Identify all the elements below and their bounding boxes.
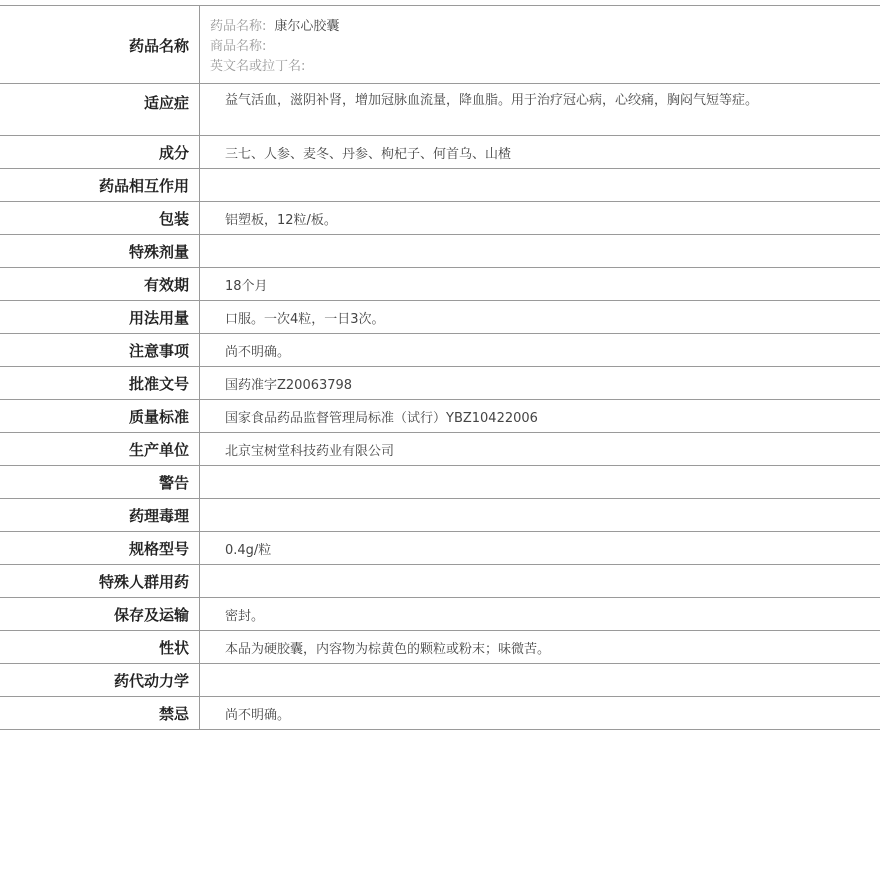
row-value: 益气活血，滋阴补肾，增加冠脉血流量，降血脂。用于治疗冠心病，心绞痛，胸闷气短等症。 bbox=[225, 93, 759, 108]
row-label: 药品名称 bbox=[0, 6, 200, 83]
row-label: 规格型号 bbox=[0, 532, 200, 564]
row-packaging bbox=[0, 202, 880, 235]
row-value bbox=[200, 169, 880, 201]
row-value bbox=[200, 499, 880, 531]
row-value: 国家食品药品监督管理局标准（试行）YBZ10422006 bbox=[225, 410, 538, 426]
row-shelf-life bbox=[0, 268, 880, 301]
row-usage-dosage bbox=[0, 301, 880, 334]
row-value: 口服。一次4粒，一日3次。 bbox=[225, 311, 385, 327]
row-value: 国药准字Z20063798 bbox=[225, 377, 353, 393]
row-value bbox=[200, 235, 880, 267]
row-label: 包装 bbox=[0, 202, 200, 234]
trade-name-key: 商品名称: bbox=[210, 39, 267, 54]
row-warning bbox=[0, 466, 880, 499]
row-value: 三七、人参、麦冬、丹参、枸杞子、何首乌、山楂 bbox=[225, 146, 512, 162]
row-label: 药代动力学 bbox=[0, 664, 200, 696]
row-label: 特殊人群用药 bbox=[0, 565, 200, 597]
row-label: 性状 bbox=[0, 631, 200, 663]
row-label: 注意事项 bbox=[0, 334, 200, 366]
row-special-populations bbox=[0, 565, 880, 598]
row-value bbox=[200, 466, 880, 498]
row-value: 18个月 bbox=[225, 278, 268, 294]
row-value: 0.4g/粒 bbox=[225, 542, 272, 558]
latin-name-line bbox=[210, 57, 313, 77]
row-label: 药品相互作用 bbox=[0, 169, 200, 201]
row-label: 批准文号 bbox=[0, 367, 200, 399]
row-value bbox=[200, 565, 880, 597]
drug-info-table bbox=[0, 5, 880, 730]
row-interactions bbox=[0, 169, 880, 202]
row-contraindications bbox=[0, 697, 880, 730]
row-precautions bbox=[0, 334, 880, 367]
row-label: 药理毒理 bbox=[0, 499, 200, 531]
row-label: 用法用量 bbox=[0, 301, 200, 333]
row-value: 密封。 bbox=[225, 608, 265, 624]
latin-name-key: 英文名或拉丁名: bbox=[210, 59, 306, 74]
generic-name-key: 药品名称: bbox=[210, 19, 267, 34]
row-storage-transport bbox=[0, 598, 880, 631]
trade-name-line bbox=[210, 37, 274, 57]
row-description bbox=[0, 631, 880, 664]
generic-name-value: 康尔心胶囊 bbox=[274, 19, 340, 34]
row-label: 有效期 bbox=[0, 268, 200, 300]
row-label: 特殊剂量 bbox=[0, 235, 200, 267]
row-drug-name bbox=[0, 6, 880, 84]
row-value: 尚不明确。 bbox=[225, 707, 291, 723]
row-label: 生产单位 bbox=[0, 433, 200, 465]
generic-name-line bbox=[210, 17, 339, 37]
row-value: 铝塑板，12粒/板。 bbox=[225, 212, 337, 228]
row-value: 北京宝树堂科技药业有限公司 bbox=[225, 443, 395, 459]
row-label: 适应症 bbox=[0, 84, 200, 135]
row-approval-number bbox=[0, 367, 880, 400]
row-specification bbox=[0, 532, 880, 565]
row-label: 成分 bbox=[0, 136, 200, 168]
row-value bbox=[200, 6, 880, 83]
row-special-dosage bbox=[0, 235, 880, 268]
row-ingredients bbox=[0, 136, 880, 169]
row-label: 禁忌 bbox=[0, 697, 200, 729]
row-label: 质量标准 bbox=[0, 400, 200, 432]
row-value bbox=[200, 664, 880, 696]
row-label: 保存及运输 bbox=[0, 598, 200, 630]
row-value: 本品为硬胶囊，内容物为棕黄色的颗粒或粉末；味微苦。 bbox=[225, 641, 551, 657]
row-indications bbox=[0, 84, 880, 136]
row-quality-standard bbox=[0, 400, 880, 433]
row-value: 尚不明确。 bbox=[225, 344, 291, 360]
row-pharmacokinetics bbox=[0, 664, 880, 697]
row-manufacturer bbox=[0, 433, 880, 466]
row-pharmacology-toxicology bbox=[0, 499, 880, 532]
row-label: 警告 bbox=[0, 466, 200, 498]
